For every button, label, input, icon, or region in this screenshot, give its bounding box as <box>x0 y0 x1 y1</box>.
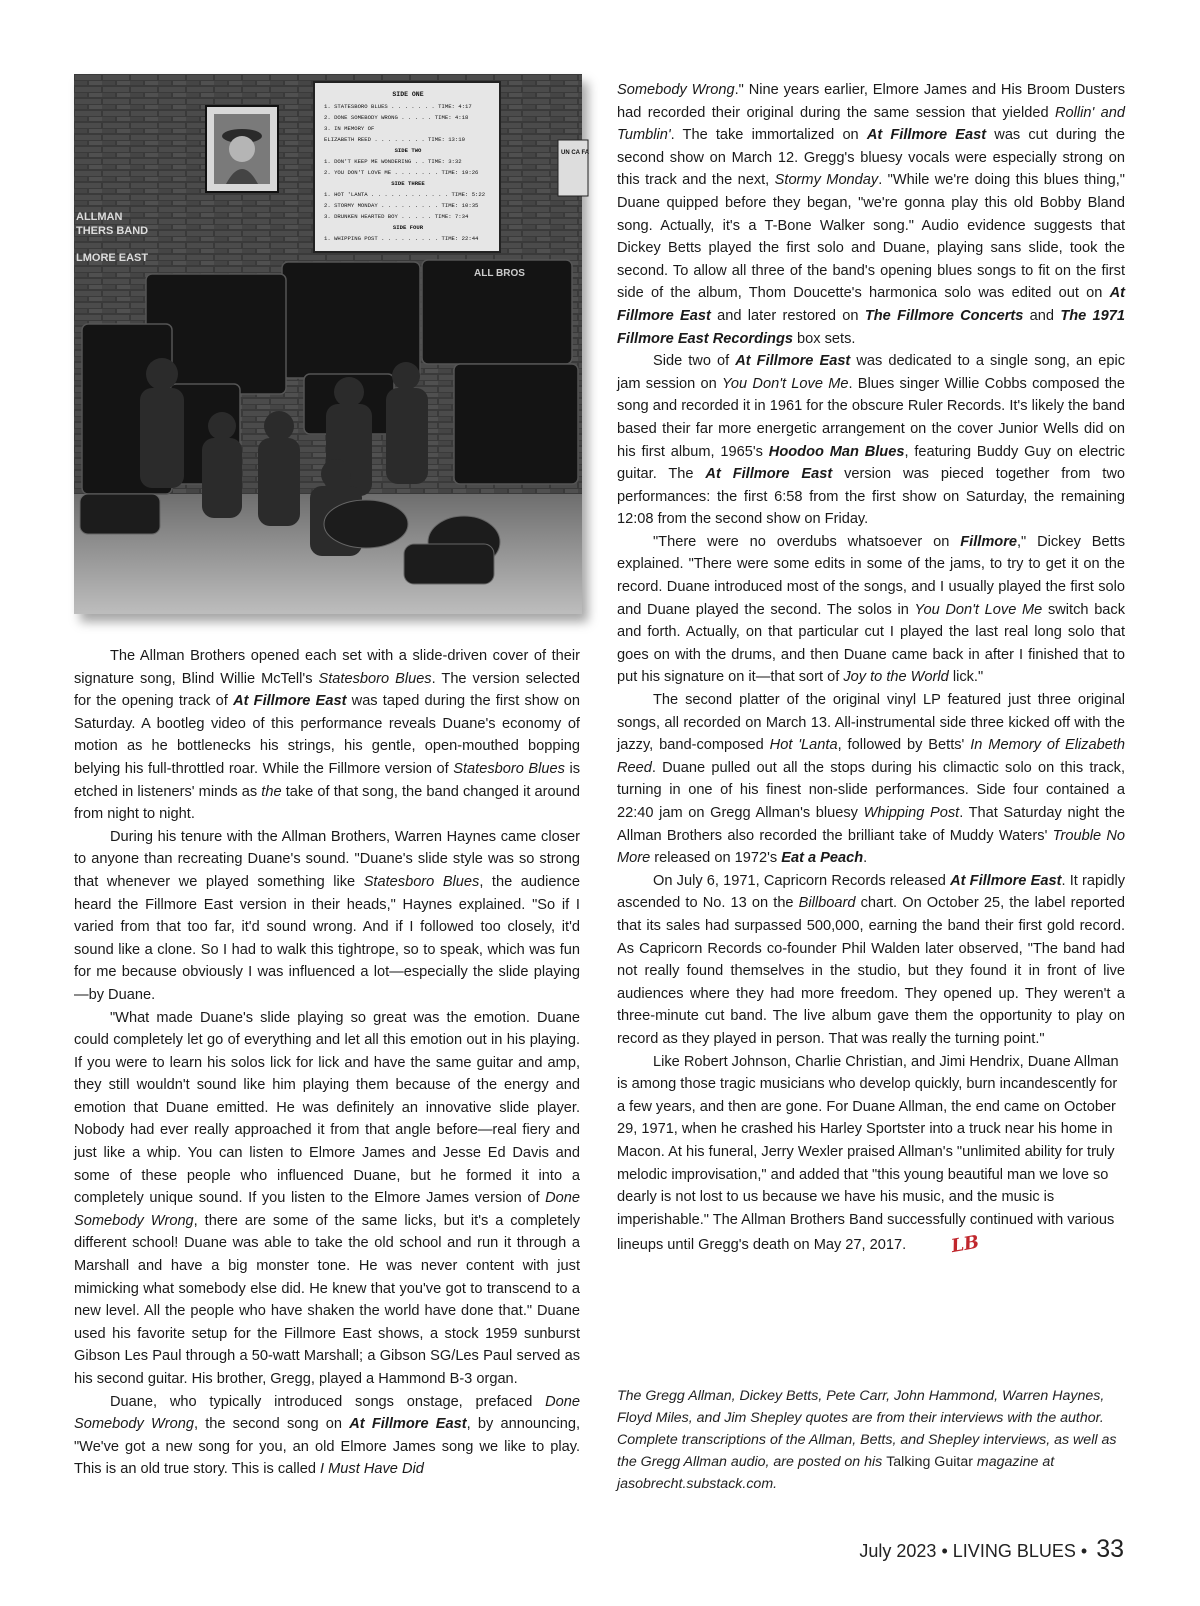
case-label: ALL BROS <box>474 268 525 279</box>
tracklist-line: 1. STATESBORO BLUES . . . . . . . TIME: 4:17 <box>324 103 472 110</box>
paragraph: Duane, who typically introduced songs onstage, prefaced Done Somebody Wrong, the second song on At Fillmore East, by announcing, "We've got a new song for you, an old Elmore James song we like to play. This is an old true story. This is called I Must Have Did <box>74 1393 580 1478</box>
right-sign-text: UN CA FA <box>561 150 590 156</box>
tracklist-line: 2. STORMY MONDAY . . . . . . . . . TIME: 10:35 <box>324 202 479 209</box>
right-column <box>617 79 1125 1263</box>
paragraph: "There were no overdubs whatsoever on Fillmore," Dickey Betts explained. "There were some edits in some of the jams, to try to get it on the record. Duane introduced most of the songs, and I usually played the first solo and Duane played the second. The solos in You Don't Love Me switch back and forth. Actually, on that particular cut I played the last real long solo that goes on with the drums, and then Duane came back in after I finished that to put his signature on it—that sort of Joy to the World lick." <box>617 533 1126 686</box>
paragraph: Like Robert Johnson, Charlie Christian, and Jimi Hendrix, Duane Allman is among those tragic musicians who develop quickly, burn incandescently for a few years, and then are gone. For Duane Allman, the end came on October 29, 1971, when he crashed his Harley Sportster into a truck near his home in Macon. At his funeral, Jerry Wexler praised Allman's "unlimited ability for truly melodic improvisation," and added that "this young beautiful man we love so dearly is not lost to us because we have his music, and the music is imperishable." The Allman Brothers Band successfully continued with various lineups until Gregg's death on May 27, 2017. LB <box>617 1051 1125 1263</box>
signature-mark: LB <box>949 1231 981 1258</box>
interview-credits: The Gregg Allman, Dickey Betts, Pete Carr, John Hammond, Warren Haynes, Floyd Miles, and Jim Shepley quotes are from their interviews with the author. Complete transcriptions of the Allman, Betts, and Shepley interviews, as well as the Gregg Allman audio, are posted on his Talking Guitar magazine at jasobrecht.substack.com. <box>617 1388 1117 1492</box>
paragraph: On July 6, 1971, Capricorn Records released At Fillmore East. It rapidly ascended to No. 13 on the Billboard chart. On October 25, the label reported that its sales had surpassed 500,000, earning the band their first gold record. As Capricorn Records co-founder Phil Walden later observed, "The band had not really found themselves in the studio, but they found it in front of live audiences where they had more freedom. They opened up. They weren't a three-minute cut band. The live album gave them the opportunity to play on record as they played in person. That was really the turning point." <box>617 872 1125 1047</box>
tracklist-line: 3. DRUNKEN HEARTED BOY . . . . . TIME: 7:34 <box>324 213 469 220</box>
paragraph: Somebody Wrong." Nine years earlier, Elmore James and His Broom Dusters had recorded their original during the same session that yielded Rollin' and Tumblin'. The take immortalized on At Fillmore East was cut during the second show on March 12. Gregg's bluesy vocals were especially strong on this track and the next, Stormy Monday. "While we're doing this blues thing," Duane quipped before they began, "we're gonna play this old Bobby Bland song. Actually, it's a T-Bone Walker song." Audio evidence suggests that Dickey Betts played the first solo and Duane, playing sans slide, took the second. To allow all three of the band's opening blues songs to fit on the first side of the album, Thom Doucette's harmonica solo was edited out on At Fillmore East and later restored on The Fillmore Concerts and The 1971 Fillmore East Recordings box sets. <box>617 82 1126 347</box>
tracklist-line: 2. DONE SOMEBODY WRONG . . . . . TIME: 4:18 <box>324 114 469 121</box>
left-column <box>74 645 580 1481</box>
tracklist-line: SIDE TWO <box>394 147 422 154</box>
page-number: 33 <box>1096 1535 1124 1563</box>
tracklist-line: 2. YOU DON'T LOVE ME . . . . . . . TIME: 19:26 <box>324 169 479 176</box>
tracklist-line: 1. DON'T KEEP ME WONDERING . . TIME: 3:32 <box>324 158 462 165</box>
paragraph: The second platter of the original vinyl LP featured just three original songs, all recorded on March 13. All-instrumental side three kicked off with the jazzy, band-composed Hot 'Lanta, followed by Betts' In Memory of Elizabeth Reed. Duane pulled out all the stops during his climactic solo on this track, turning in one of his finest non-slide performances. Side four contained a 22:40 jam on Gregg Allman's bluesy Whipping Post. That Saturday night the Allman Brothers also recorded the brilliant take of Muddy Waters' Trouble No More released on 1972's Eat a Peach. <box>617 692 1126 867</box>
lb-signature <box>914 1231 981 1263</box>
tracklist-line: 1. WHIPPING POST . . . . . . . . . TIME: 22:44 <box>324 235 479 242</box>
paragraph: Side two of At Fillmore East was dedicated to a single song, an epic jam session on You Don't Love Me. Blues singer Willie Cobbs composed the song and recorded it in 1961 for the obscure Ruler Records. It's likely the band based their far more energetic arrangement on the cover Junior Wells did on his first album, 1965's Hoodoo Man Blues, featuring Buddy Guy on electric guitar. The At Fillmore East version was pieced together from two performances: the first 6:58 from the first show on Saturday, the remaining 12:08 from the second show on Friday. <box>617 353 1125 528</box>
wall-text-1: ALLMAN <box>76 211 123 223</box>
issue-date: July 2023 <box>859 1541 937 1561</box>
portrait-frame <box>206 106 278 192</box>
wall-text-3: LMORE EAST <box>76 252 149 264</box>
paragraph: The Allman Brothers opened each set with a slide-driven cover of their signature song, Blind Willie McTell's Statesboro Blues. The version selected for the opening track of At Fillmore East was taped during the first show on Saturday. A bootleg video of this performance reveals Duane's economy of motion as he bottlenecks his strings, his gentle, open-mouthed bopping belying his full-throttled roar. While the Fillmore version of Statesboro Blues is etched in listeners' minds as the take of that song, the band changed it around from night to night. <box>74 648 581 823</box>
tracklist-line: SIDE THREE <box>391 180 425 187</box>
wall-text-2: THERS BAND <box>76 225 149 237</box>
tracklist-sign <box>314 82 500 252</box>
tracklist-line: 3. IN MEMORY OF <box>324 125 375 132</box>
tracklist-line: SIDE FOUR <box>392 224 424 231</box>
paragraph: During his tenure with the Allman Brothers, Warren Haynes came closer to anyone than recreating Duane's sound. "Duane's slide style was so strong that whenever we played something like Statesboro Blues, the audience heard the Fillmore East version in their heads," Haynes explained. "So if I varied from that too far, it'd sound wrong. And if I followed too closely, it'd sound like a clone. So I had to walk this tightrope, so to speak, which was fun for me because obviously I was influenced a lot—especially the slide playing—by Duane. <box>74 828 580 1003</box>
magazine-name: LIVING BLUES <box>952 1541 1076 1561</box>
paragraph: "What made Duane's slide playing so great was the emotion. Duane could completely let go of everything and let all this emotion out in his playing. If you were to learn his solos lick for lick and have the same guitar and amp, they still wouldn't sound like him playing them because of the energy and emotion that Duane emitted. He was definitely an innovative slide player. Nobody had ever really approached it from that angle before—real fiery and just like a whip. You can listen to Elmore James and Jesse Ed Davis and some of these people who influenced Duane, but he formed it into a completely unique sound. If you listen to the Elmore James version of Done Somebody Wrong, there are some of the same licks, but it's a completely different school! Duane was able to take the old school and run it through a Marshall and have a big monster tone. He was never content with just mimicking what somebody else did. He knew that you've got to transcend to a new level. All the people who have shaken the world have done that." Duane used his favorite setup for the Fillmore East shows, a stock 1959 sunburst Gibson Les Paul through a 50-watt Marshall; a Gibson SG/Les Paul served as his second guitar. His brother, Gregg, played a Hammond B-3 organ. <box>74 1009 580 1387</box>
page-folio: July 2023 • LIVING BLUES • 33 <box>859 1535 1124 1563</box>
album-cover-photo <box>74 74 590 614</box>
tracklist-line: 1. HOT 'LANTA . . . . . . . . . . . . TIME: 5:22 <box>324 191 486 198</box>
sign-header: SIDE ONE <box>392 91 424 98</box>
tracklist-line: ELIZABETH REED . . . . . . . . TIME: 13:10 <box>324 136 465 143</box>
